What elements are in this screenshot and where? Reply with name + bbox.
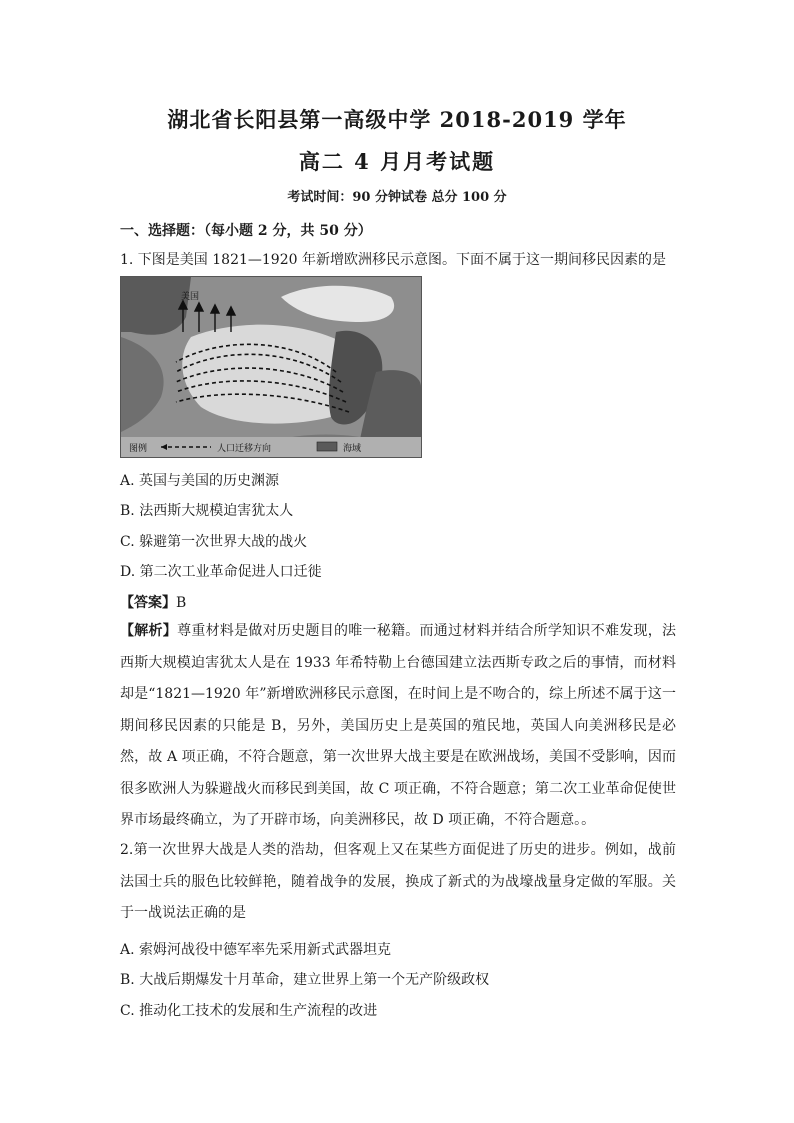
q2-option-c: C. 推动化工技术的发展和生产流程的改进 — [120, 1003, 378, 1019]
q1-option-a: A. 英国与美国的历史渊源 — [120, 473, 280, 489]
q1-option-d: D. 第二次工业革命促进人口迁徙 — [120, 564, 322, 580]
exam-meta: 考试时间：90 分钟试卷 总分 100 分 — [287, 190, 507, 205]
q1-option-c: C. 躲避第一次世界大战的战火 — [120, 534, 308, 550]
q2-option-a: A. 索姆河战役中德军率先采用新式武器坦克 — [120, 942, 392, 958]
map-legend-direction: 人口迁移方向 — [217, 444, 272, 454]
exam-title-line2: 高二 4 月月考试题 — [298, 149, 496, 174]
exam-title-line1: 湖北省长阳县第一高级中学 2018-2019 学年 — [167, 107, 627, 132]
map-legend-label: 图例 — [129, 444, 148, 454]
answer-value: B — [176, 595, 187, 611]
analysis-text: 尊重材料是做对历史题目的唯一秘籍。而通过材料并结合所学知识不难发现，法西斯大规模迫害犹太人是在 1933 年希特勒上台德国建立法西斯专政之后的事情，而材料却是“1821—1920 年”新增欧洲移民示意图，在时间上是不吻合的，综上所述不属于这一期间移民因素的只能是 B，另外，美国历史上是英国的殖民地，英国人向美洲移民是必然，故 A 项正确，不符合题意，第一次世界大战主要是在欧洲战场，美国不受影响，因而很多欧洲人为躲避战火而移民到美国，故 C 项正确，不符合题意；第二次工业革命促使世界市场最终确立，为了开辟市场，向美洲移民，故 D 项正确，不符合题意。。 — [120, 623, 677, 828]
map-legend-sea: 海域 — [343, 444, 362, 454]
q2-option-b: B. 大战后期爆发十月革命，建立世界上第一个无产阶级政权 — [120, 972, 490, 988]
analysis-tag: 【解析】 — [120, 623, 178, 639]
map-label-usa: 美国 — [181, 292, 200, 302]
q1-option-b: B. 法西斯大规模迫害犹太人 — [120, 503, 294, 519]
q1-analysis — [120, 616, 676, 837]
q1-answer — [120, 592, 186, 612]
q1-migration-map — [120, 276, 422, 458]
q1-stem: 1. 下图是美国 1821—1920 年新增欧洲移民示意图。下面不属于这一期间移民因素的是 — [120, 252, 666, 268]
answer-tag: 【答案】 — [120, 595, 176, 611]
section-heading: 一、选择题：（每小题 2 分，共 50 分） — [120, 223, 372, 239]
q2-stem: 2.第一次世界大战是人类的浩劫，但客观上又在某些方面促进了历史的进步。例如，战前法国士兵的服色比较鲜艳，随着战争的发展，换成了新式的为战壕战量身定做的军服。关于一战说法正确的是 — [120, 842, 676, 921]
